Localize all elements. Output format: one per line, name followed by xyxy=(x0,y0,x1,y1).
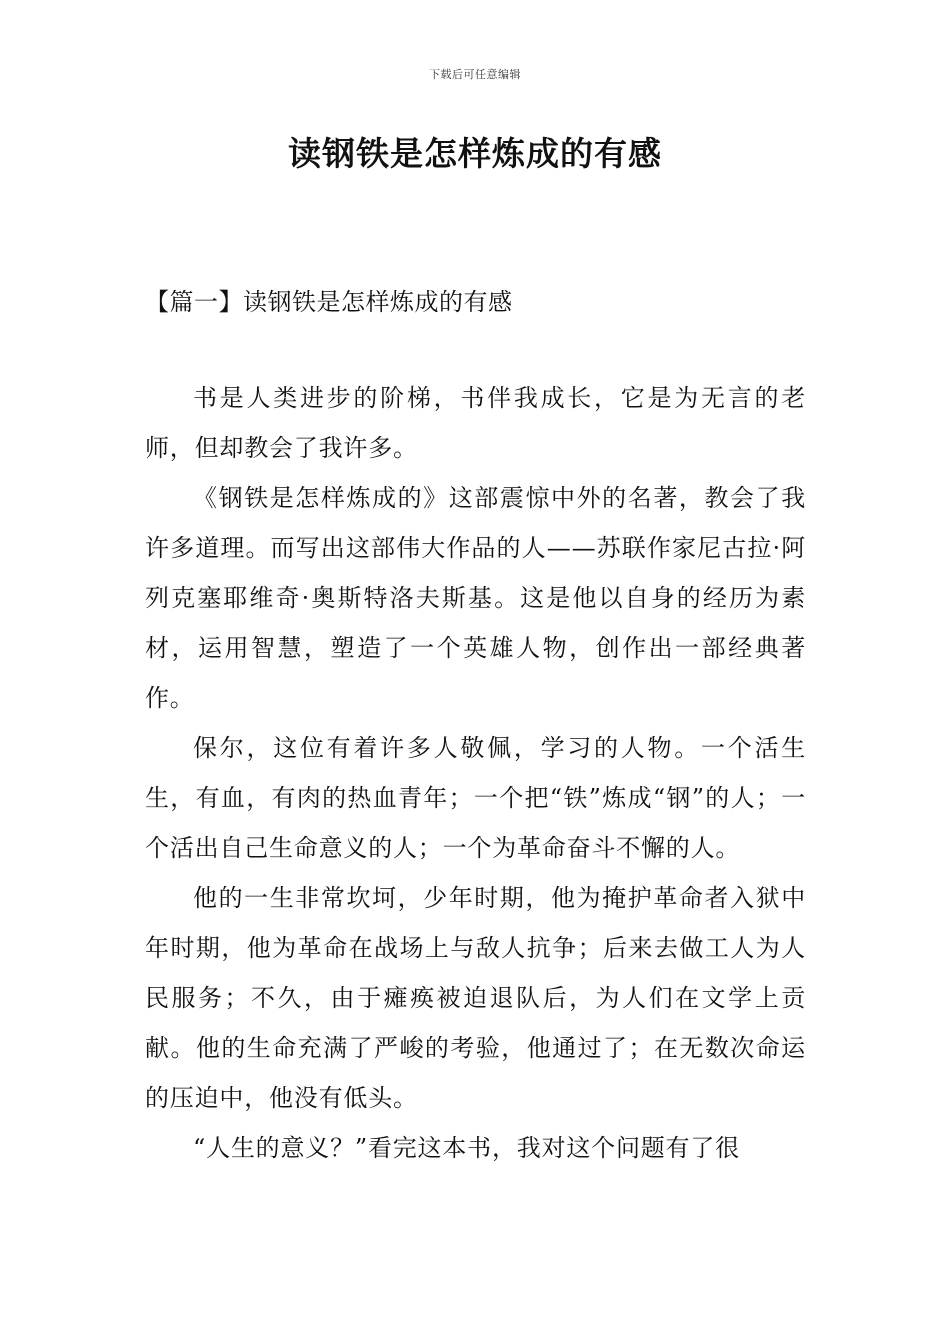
paragraph-1: 书是人类进步的阶梯，书伴我成长，它是为无言的老师，但却教会了我许多。 xyxy=(145,384,806,462)
paragraph-2: 《钢铁是怎样炼成的》这部震惊中外的名著，教会了我许多道理。而写出这部伟大作品的人——苏联作家尼古拉·阿列克塞耶维奇·奥斯特洛夫斯基。这是他以自身的经历为素材，运用智慧，塑造了一个英雄人物，创作出一部经典著作。 xyxy=(145,484,806,712)
document-body xyxy=(145,373,806,1173)
paragraph-4: 他的一生非常坎坷，少年时期，他为掩护革命者入狱中年时期，他为革命在战场上与敌人抗争；后来去做工人为人民服务；不久，由于瘫痪被迫退队后，为人们在文学上贡献。他的生命充满了严峻的考验，他通过了；在无数次命运的压迫中，他没有低头。 xyxy=(145,884,806,1112)
header-note: 下载后可任意编辑 xyxy=(429,68,521,81)
paragraph-3: 保尔，这位有着许多人敬佩，学习的人物。一个活生生，有血，有肉的热血青年；一个把“铁”炼成“钢”的人；一个活出自己生命意义的人；一个为革命奋斗不懈的人。 xyxy=(145,734,806,862)
section-heading: 【篇一】读钢铁是怎样炼成的有感 xyxy=(145,288,513,316)
document-title: 读钢铁是怎样炼成的有感 xyxy=(288,134,662,173)
paragraph-5: “人生的意义？”看完这本书，我对这个问题有了很 xyxy=(193,1134,740,1162)
